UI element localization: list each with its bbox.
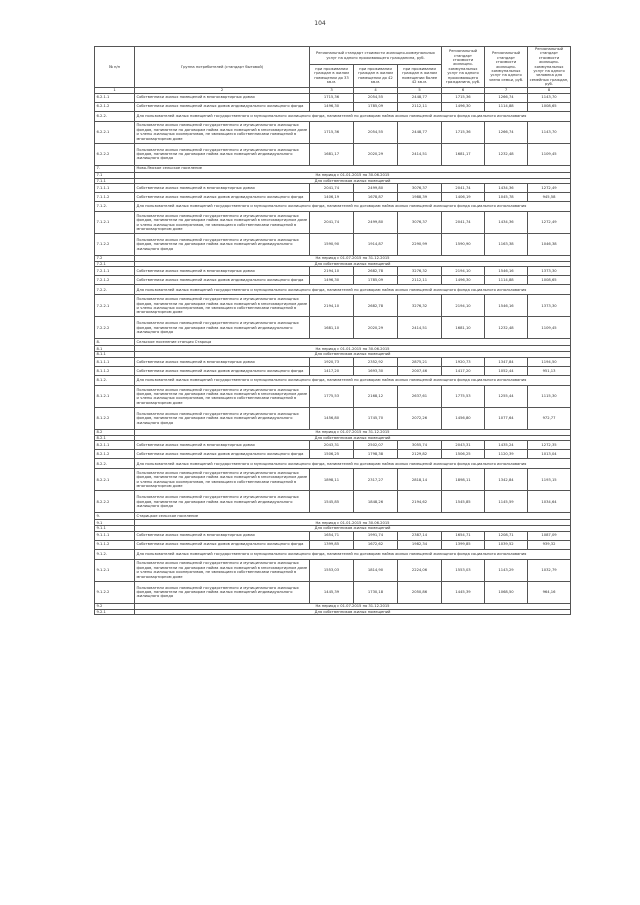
- row-code: 9.1.2.1: [95, 559, 135, 581]
- header-col4: при проживании граждан в жилом помещении до 42 кв.м.: [354, 65, 398, 88]
- header-col7: Региональный стандарт стоимости жилищно-коммунальных услуг на одного члена семьи, руб.: [485, 47, 528, 88]
- row-value: 1991,74: [354, 531, 398, 540]
- row-value: 1715,36: [442, 93, 485, 102]
- row-value: 1143,70: [528, 121, 571, 143]
- row-value: 1914,87: [354, 234, 398, 256]
- row-value: 1681,17: [310, 143, 354, 165]
- row-code: 9.1.2.: [95, 549, 135, 559]
- subgroup-label: Для собственников жилых помещений: [135, 178, 571, 183]
- row-code: 7.2.2.: [95, 285, 135, 295]
- row-value: 2414,51: [398, 143, 442, 165]
- page-number: 104: [314, 20, 326, 27]
- row-value: 2041,74: [442, 212, 485, 234]
- row-value: 1208,71: [485, 531, 528, 540]
- row-value: 1114,88: [485, 102, 528, 111]
- period-label: На период с 01.07.2015 по 31.12.2015: [135, 429, 571, 435]
- column-number: 8: [528, 87, 571, 93]
- column-number: 7: [485, 87, 528, 93]
- row-code: 6.2.1.1: [95, 93, 135, 102]
- housing-standards-table: [94, 46, 571, 615]
- header-row-top: [95, 47, 571, 65]
- row-value: 2502,07: [354, 441, 398, 450]
- row-value: 2290,99: [398, 234, 442, 256]
- row-code: 7.1.2.: [95, 202, 135, 212]
- row-label: Собственники жилых помещений жилых домов индивидуального жилищного фонда: [135, 102, 310, 111]
- row-value: 1435,24: [485, 441, 528, 450]
- row-value: 1145,59: [485, 491, 528, 513]
- row-value: 1406,19: [442, 193, 485, 202]
- row-value: 1417,20: [442, 366, 485, 375]
- note-row: [95, 202, 571, 212]
- column-number: 5: [398, 87, 442, 93]
- row-value: 1008,65: [528, 276, 571, 285]
- row-code: 7.2.1.2: [95, 276, 135, 285]
- row-code: 8.2.2.2: [95, 491, 135, 513]
- row-code: 8.2.1: [95, 435, 135, 440]
- row-value: 1272,49: [528, 212, 571, 234]
- subgroup-label: Для собственников жилых помещений: [135, 262, 571, 267]
- row-value: 1114,88: [485, 276, 528, 285]
- header-col3: при проживании граждан в жилом помещении до 33 кв.м.: [310, 65, 354, 88]
- row-label: Собственники жилых помещений жилых домов индивидуального жилищного фонда: [135, 276, 310, 285]
- row-code: 9.1.1.1: [95, 531, 135, 540]
- row-code: 9.2: [95, 603, 135, 609]
- table-row: [95, 441, 571, 450]
- table-row: [95, 212, 571, 234]
- table-row: [95, 93, 571, 102]
- row-value: 1982,34: [398, 540, 442, 549]
- table-row: [95, 276, 571, 285]
- row-value: 1109,45: [528, 317, 571, 339]
- table-row: [95, 469, 571, 491]
- row-value: 1052,44: [485, 366, 528, 375]
- row-code: 8.1: [95, 346, 135, 352]
- table-row: [95, 581, 571, 603]
- row-label: Собственники жилых помещений жилых домов индивидуального жилищного фонда: [135, 540, 310, 549]
- row-value: 945,58: [528, 193, 571, 202]
- row-value: 2168,12: [354, 385, 398, 407]
- table-row: [95, 295, 571, 317]
- row-value: 1496,30: [310, 276, 354, 285]
- section-row: [95, 339, 571, 346]
- row-value: 2448,77: [398, 121, 442, 143]
- row-value: 1545,85: [310, 491, 354, 513]
- note-label: Для пользователей жилых помещений государственного и муниципального жилищного фонда, нанимателей по договорам найма жилых помещений жилищного фонда социального использования: [135, 459, 571, 469]
- row-value: 1232,48: [485, 317, 528, 339]
- row-value: 1798,38: [354, 450, 398, 459]
- row-value: 2637,61: [398, 385, 442, 407]
- table-row: [95, 267, 571, 276]
- row-code: 7.2.1: [95, 262, 135, 267]
- subgroup-label: Для собственников жилых помещений: [135, 609, 571, 614]
- row-value: 1032,79: [528, 559, 571, 581]
- row-label: Пользователи жилых помещений государственного и муниципального жилищных фондов, наниматели по договорам найма жилых помещений в многоквартирном доме и члены жилищных кооперативов, не являющиеся собственниками помещений в многоквартирном доме: [135, 295, 310, 317]
- row-code: 8.: [95, 339, 135, 346]
- row-value: 1255,44: [485, 385, 528, 407]
- row-value: 2129,82: [398, 450, 442, 459]
- row-code: 9.1.1.2: [95, 540, 135, 549]
- row-label: Пользователи жилых помещений государственного и муниципального жилищных фондов, наниматели по договорам найма жилых помещений индивидуального жилищного фонда: [135, 317, 310, 339]
- row-value: 2194,10: [442, 295, 485, 317]
- row-value: 1681,10: [442, 317, 485, 339]
- row-value: 1693,30: [354, 366, 398, 375]
- row-value: 1045,78: [485, 193, 528, 202]
- table-row: [95, 193, 571, 202]
- row-value: 1399,85: [442, 540, 485, 549]
- period-label: На период с 01.07.2015 по 31.12.2015: [135, 256, 571, 262]
- row-code: 9.1.1: [95, 526, 135, 531]
- row-code: 8.1.2.1: [95, 385, 135, 407]
- row-value: 1681,17: [442, 143, 485, 165]
- row-label: Пользователи жилых помещений государственного и муниципального жилищных фондов, наниматели по договорам найма жилых помещений в многоквартирном доме и члены жилищных кооперативов, не являющиеся собственниками помещений в многоквартирном доме: [135, 385, 310, 407]
- row-label: Пользователи жилых помещений государственного и муниципального жилищных фондов, наниматели по договорам найма жилых помещений индивидуального жилищного фонда: [135, 407, 310, 429]
- note-label: Для пользователей жилых помещений государственного и муниципального жилищного фонда, нанимателей по договорам найма жилых помещений жилищного фонда социального использования: [135, 285, 571, 295]
- table-row: [95, 184, 571, 193]
- row-value: 1434,36: [485, 212, 528, 234]
- row-value: 1272,35: [528, 441, 571, 450]
- row-code: 6.2.2.2: [95, 143, 135, 165]
- note-label: Для пользователей жилых помещений государственного и муниципального жилищного фонда, нанимателей по договорам найма жилых помещений жилищного фонда социального использования: [135, 375, 571, 385]
- row-code: 7.1.2.2: [95, 234, 135, 256]
- table-row: [95, 234, 571, 256]
- row-value: 1785,09: [354, 276, 398, 285]
- row-value: 1590,90: [310, 234, 354, 256]
- row-value: 1068,50: [485, 581, 528, 603]
- row-value: 1008,65: [528, 102, 571, 111]
- row-code: 8.1.2.2: [95, 407, 135, 429]
- column-number: 3: [310, 87, 354, 93]
- note-row: [95, 375, 571, 385]
- note-row: [95, 459, 571, 469]
- table-row: [95, 491, 571, 513]
- row-value: 2043,31: [442, 441, 485, 450]
- section-title: Ново-Ямское сельское поселение: [135, 165, 571, 172]
- row-code: 8.2: [95, 429, 135, 435]
- row-label: Пользователи жилых помещений государственного и муниципального жилищных фондов, наниматели по договорам найма жилых помещений в многоквартирном доме и члены жилищных кооперативов, не являющиеся собственниками помещений в многоквартирном доме: [135, 469, 310, 491]
- row-code: 8.2.1.1: [95, 441, 135, 450]
- note-row: [95, 111, 571, 121]
- row-value: 2054,55: [354, 93, 398, 102]
- section-title: Старицкое сельское поселение: [135, 513, 571, 520]
- row-value: 1087,09: [528, 531, 571, 540]
- row-value: 2317,27: [354, 469, 398, 491]
- row-value: 3276,32: [398, 267, 442, 276]
- row-value: 2007,46: [398, 366, 442, 375]
- row-value: 1373,30: [528, 295, 571, 317]
- table-row: [95, 540, 571, 549]
- table-row: [95, 102, 571, 111]
- row-value: 2414,51: [398, 317, 442, 339]
- row-code: 7.2.1.1: [95, 267, 135, 276]
- row-value: 1417,20: [310, 366, 354, 375]
- row-value: 1545,85: [442, 491, 485, 513]
- row-value: 1814,90: [354, 559, 398, 581]
- subgroup-label: Для собственников жилых помещений: [135, 352, 571, 357]
- row-value: 1496,30: [442, 276, 485, 285]
- row-value: 1272,49: [528, 184, 571, 193]
- row-value: 1898,11: [442, 469, 485, 491]
- row-value: 1232,48: [485, 143, 528, 165]
- table-row: [95, 559, 571, 581]
- row-value: 3276,32: [398, 295, 442, 317]
- table-row: [95, 357, 571, 366]
- row-value: 2050,86: [398, 581, 442, 603]
- row-value: 2682,78: [354, 267, 398, 276]
- row-code: 8.1.2.: [95, 375, 135, 385]
- row-code: 8.2.2.1: [95, 469, 135, 491]
- note-label: Для пользователей жилых помещений государственного и муниципального жилищного фонда, нанимателей по договорам найма жилых помещений жилищного фонда социального использования: [135, 202, 571, 212]
- row-value: 1163,38: [485, 234, 528, 256]
- row-value: 1194,50: [528, 357, 571, 366]
- row-value: 1681,10: [310, 317, 354, 339]
- period-label: На период с 01.07.2015 по 31.12.2015: [135, 603, 571, 609]
- row-code: 8.1.1.1: [95, 357, 135, 366]
- row-value: 1193,15: [528, 469, 571, 491]
- row-value: 2041,74: [442, 184, 485, 193]
- row-value: 2875,21: [398, 357, 442, 366]
- row-value: 1115,30: [528, 385, 571, 407]
- row-label: Пользователи жилых помещений государственного и муниципального жилищных фондов, наниматели по договорам найма жилых помещений в многоквартирном доме и члены жилищных кооперативов, не являющиеся собственниками помещений в многоквартирном доме: [135, 212, 310, 234]
- row-label: Собственники жилых помещений в многоквартирных домах: [135, 184, 310, 193]
- row-label: Пользователи жилых помещений государственного и муниципального жилищных фондов, наниматели по договорам найма жилых помещений индивидуального жилищного фонда: [135, 143, 310, 165]
- row-code: 7.1.1.2: [95, 193, 135, 202]
- row-label: Собственники жилых помещений в многоквартирных домах: [135, 441, 310, 450]
- row-value: 2682,78: [354, 295, 398, 317]
- table-row: [95, 317, 571, 339]
- row-value: 1266,74: [485, 121, 528, 143]
- row-value: 2387,14: [398, 531, 442, 540]
- column-number: 4: [354, 87, 398, 93]
- row-value: 2448,77: [398, 93, 442, 102]
- row-value: 1445,39: [310, 581, 354, 603]
- row-label: Собственники жилых помещений в многоквартирных домах: [135, 93, 310, 102]
- row-value: 1039,52: [485, 540, 528, 549]
- row-code: 7.1.1: [95, 178, 135, 183]
- row-label: Пользователи жилых помещений государственного и муниципального жилищных фондов, наниматели по договорам найма жилых помещений индивидуального жилищного фонда: [135, 581, 310, 603]
- subgroup-label: Для собственников жилых помещений: [135, 526, 571, 531]
- row-value: 1342,84: [485, 469, 528, 491]
- period-label: На период с 01.01.2015 по 30.06.2015: [135, 346, 571, 352]
- row-code: 7.2.2.1: [95, 295, 135, 317]
- row-value: 1013,04: [528, 450, 571, 459]
- row-value: 964,16: [528, 581, 571, 603]
- note-label: Для пользователей жилых помещений государственного и муниципального жилищного фонда, нанимателей по договорам найма жилых помещений жилищного фонда социального использования: [135, 549, 571, 559]
- row-value: 1546,16: [485, 295, 528, 317]
- row-label: Пользователи жилых помещений государственного и муниципального жилищных фондов, наниматели по договорам найма жилых помещений индивидуального жилищного фонда: [135, 491, 310, 513]
- row-value: 2020,29: [354, 143, 398, 165]
- row-value: 1715,36: [442, 121, 485, 143]
- row-value: 1046,38: [528, 234, 571, 256]
- note-label: Для пользователей жилых помещений государственного и муниципального жилищного фонда, нанимателей по договорам найма жилых помещений жилищного фонда социального использования: [135, 111, 571, 121]
- row-label: Пользователи жилых помещений государственного и муниципального жилищных фондов, наниматели по договорам найма жилых помещений индивидуального жилищного фонда: [135, 234, 310, 256]
- row-value: 1988,39: [398, 193, 442, 202]
- table-row: [95, 385, 571, 407]
- row-value: 2194,10: [442, 267, 485, 276]
- row-code: 7.2: [95, 256, 135, 262]
- row-value: 1898,11: [310, 469, 354, 491]
- row-value: 1456,80: [442, 407, 485, 429]
- row-code: 9.: [95, 513, 135, 520]
- row-label: Собственники жилых помещений жилых домов индивидуального жилищного фонда: [135, 366, 310, 375]
- row-value: 1590,90: [442, 234, 485, 256]
- table-row: [95, 407, 571, 429]
- header-col8: Региональный стандарт стоимости жилищно-коммунальных услуг на одного человека для семейных граждан, руб.: [528, 47, 571, 88]
- table-row: [95, 450, 571, 459]
- row-value: 951,13: [528, 366, 571, 375]
- row-value: 1848,26: [354, 491, 398, 513]
- table-row: [95, 121, 571, 143]
- row-value: 1553,03: [310, 559, 354, 581]
- row-value: 1399,85: [310, 540, 354, 549]
- row-code: 8.1.1.2: [95, 366, 135, 375]
- row-value: 1553,03: [442, 559, 485, 581]
- row-value: 1266,74: [485, 93, 528, 102]
- row-value: 1143,70: [528, 93, 571, 102]
- table-row: [95, 366, 571, 375]
- period-label: На период с 01.01.2015 по 30.06.2015: [135, 520, 571, 526]
- header-group: Группа потребителей (стандарт бытовой): [135, 47, 310, 88]
- row-value: 2499,80: [354, 212, 398, 234]
- row-value: 3055,74: [398, 441, 442, 450]
- row-code: 8.1.1: [95, 352, 135, 357]
- note-row: [95, 549, 571, 559]
- row-value: 1347,84: [485, 357, 528, 366]
- row-value: 2499,80: [354, 184, 398, 193]
- row-value: 2224,06: [398, 559, 442, 581]
- row-value: 939,32: [528, 540, 571, 549]
- row-value: 1373,30: [528, 267, 571, 276]
- column-number: 2: [135, 87, 310, 93]
- subgroup-row: [95, 609, 571, 614]
- row-value: 1920,73: [310, 357, 354, 366]
- header-no: № п/п: [95, 47, 135, 88]
- row-value: 1715,36: [310, 121, 354, 143]
- row-code: 7.: [95, 165, 135, 172]
- row-value: 2112,11: [398, 102, 442, 111]
- header-span: Региональный стандарт стоимости жилищно-коммунальных услуг на одного проживающего гражданина, руб.: [310, 47, 442, 65]
- section-row: [95, 165, 571, 172]
- row-code: 9.2.1: [95, 609, 135, 614]
- row-value: 1715,36: [310, 93, 354, 102]
- row-code: 7.1.1.1: [95, 184, 135, 193]
- row-code: 6.2.2.: [95, 111, 135, 121]
- row-value: 2352,92: [354, 357, 398, 366]
- row-value: 1506,25: [310, 450, 354, 459]
- row-value: 1445,39: [442, 581, 485, 603]
- row-label: Пользователи жилых помещений государственного и муниципального жилищных фондов, наниматели по договорам найма жилых помещений в многоквартирном доме и члены жилищных кооперативов, не являющиеся собственниками помещений в многоквартирном доме: [135, 121, 310, 143]
- row-label: Собственники жилых помещений жилых домов индивидуального жилищного фонда: [135, 450, 310, 459]
- row-value: 2041,74: [310, 184, 354, 193]
- row-value: 1496,30: [310, 102, 354, 111]
- table-row: [95, 531, 571, 540]
- row-value: 1434,36: [485, 184, 528, 193]
- section-title: Сельское поселение станция Старица: [135, 339, 571, 346]
- row-code: 8.2.2.: [95, 459, 135, 469]
- row-value: 1775,53: [442, 385, 485, 407]
- row-value: 1920,73: [442, 357, 485, 366]
- row-value: 1109,45: [528, 143, 571, 165]
- row-code: 9.1: [95, 520, 135, 526]
- row-value: 2818,14: [398, 469, 442, 491]
- row-value: 2194,10: [310, 267, 354, 276]
- row-value: 2020,29: [354, 317, 398, 339]
- row-value: 1775,53: [310, 385, 354, 407]
- row-label: Собственники жилых помещений жилых домов индивидуального жилищного фонда: [135, 193, 310, 202]
- row-label: Собственники жилых помещений в многоквартирных домах: [135, 357, 310, 366]
- section-row: [95, 513, 571, 520]
- row-value: 2043,31: [310, 441, 354, 450]
- subgroup-label: Для собственников жилых помещений: [135, 435, 571, 440]
- row-code: 6.2.1.2: [95, 102, 135, 111]
- row-value: 1077,64: [485, 407, 528, 429]
- row-value: 1546,16: [485, 267, 528, 276]
- row-value: 2112,11: [398, 276, 442, 285]
- row-value: 1678,87: [354, 193, 398, 202]
- row-label: Пользователи жилых помещений государственного и муниципального жилищных фондов, наниматели по договорам найма жилых помещений в многоквартирном доме и члены жилищных кооперативов, не являющиеся собственниками помещений в многоквартирном доме: [135, 559, 310, 581]
- row-code: 7.1.2.1: [95, 212, 135, 234]
- row-value: 972,77: [528, 407, 571, 429]
- row-value: 1143,29: [485, 559, 528, 581]
- table-body: [95, 47, 571, 615]
- row-value: 1406,19: [310, 193, 354, 202]
- row-value: 3076,37: [398, 212, 442, 234]
- row-code: 8.2.1.2: [95, 450, 135, 459]
- row-code: 7.1: [95, 172, 135, 178]
- row-value: 1456,80: [310, 407, 354, 429]
- row-value: 1654,71: [310, 531, 354, 540]
- note-row: [95, 285, 571, 295]
- header-col6: Региональный стандарт стоимости жилищно-коммунальных услуг на одного проживающего гражданина, руб.: [442, 47, 485, 88]
- row-value: 3076,37: [398, 184, 442, 193]
- row-code: 6.2.2.1: [95, 121, 135, 143]
- row-value: 2194,62: [398, 491, 442, 513]
- row-value: 1654,71: [442, 531, 485, 540]
- column-number: 6: [442, 87, 485, 93]
- row-value: 1506,25: [442, 450, 485, 459]
- row-label: Собственники жилых помещений в многоквартирных домах: [135, 267, 310, 276]
- row-value: 2054,55: [354, 121, 398, 143]
- row-value: 1745,70: [354, 407, 398, 429]
- row-label: Собственники жилых помещений в многоквартирных домах: [135, 531, 310, 540]
- row-value: 2072,26: [398, 407, 442, 429]
- row-value: 1785,09: [354, 102, 398, 111]
- row-value: 2194,10: [310, 295, 354, 317]
- row-code: 9.1.2.2: [95, 581, 135, 603]
- row-value: 1034,64: [528, 491, 571, 513]
- table-row: [95, 143, 571, 165]
- row-value: 1672,62: [354, 540, 398, 549]
- row-value: 1496,30: [442, 102, 485, 111]
- row-value: 1730,18: [354, 581, 398, 603]
- row-value: 1120,39: [485, 450, 528, 459]
- column-number: 1: [95, 87, 135, 93]
- row-code: 7.2.2.2: [95, 317, 135, 339]
- header-col5: при проживании граждан в жилом помещении более 42 кв.м.: [398, 65, 442, 88]
- period-label: На период с 01.01.2015 по 30.06.2015: [135, 172, 571, 178]
- row-value: 2041,74: [310, 212, 354, 234]
